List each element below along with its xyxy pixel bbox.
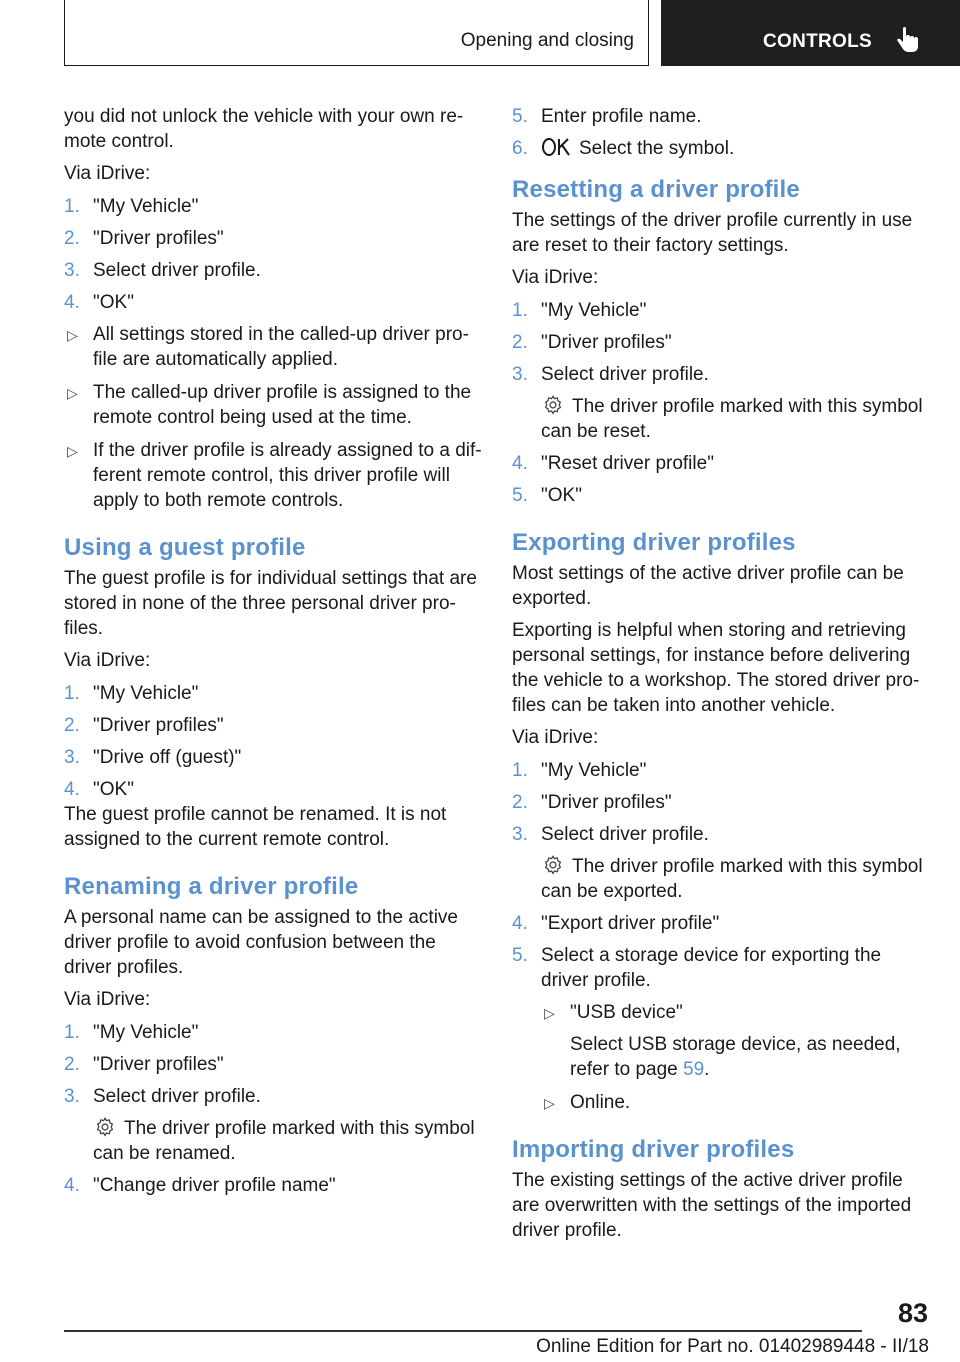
rename-heading: Renaming a driver profile: [64, 873, 359, 900]
step-subtext-text: The driver profile marked with this symbol can be renamed.: [93, 1118, 475, 1164]
option-detail-text: Select USB storage device, as needed, refer to page: [570, 1034, 901, 1080]
reset-text: The settings of the driver profile currently in use are reset to their factory settings.: [512, 210, 913, 256]
step-number: 6.: [512, 138, 528, 159]
step-text: Select driver profile.: [93, 1086, 261, 1107]
list-item: [64, 777, 484, 802]
export-text-2: Exporting is helpful when storing and retrieving personal settings, for instance before delivering the vehicle to a workshop. The stored driver pro-files can be taken into another vehicle.: [512, 620, 920, 716]
step-subtext: [541, 854, 932, 904]
header-section-title: Opening and closing: [460, 30, 634, 51]
step-text: "Driver profiles": [93, 715, 224, 736]
step-number: 3.: [512, 824, 528, 845]
bullet-text: The called-up driver profile is assigned to the remote control being used at the time.: [93, 382, 472, 428]
list-item: [64, 194, 484, 219]
step-number: 1.: [512, 300, 528, 321]
header-section-box: [64, 0, 649, 66]
step-number: 2.: [512, 332, 528, 353]
step-text: Select a storage device for exporting the driver profile.: [541, 945, 882, 991]
intro-via: Via iDrive:: [64, 163, 151, 184]
option-detail: [570, 1032, 932, 1082]
step-text: "My Vehicle": [93, 1022, 199, 1043]
guest-note: The guest profile cannot be renamed. It is not assigned to the current remote control.: [64, 804, 447, 850]
list-item: [64, 745, 484, 770]
option-text: "USB device": [570, 1002, 683, 1023]
list-item: [512, 330, 932, 355]
list-item: [64, 438, 484, 513]
list-item: [512, 136, 932, 161]
list-item: [64, 1084, 484, 1166]
list-item: [512, 451, 932, 476]
rename-text: A personal name can be assigned to the active driver profile to avoid confusion between the driver profiles.: [64, 907, 458, 978]
step-number: 4.: [64, 292, 80, 313]
export-steps: [512, 758, 932, 1115]
step-number: 5.: [512, 485, 528, 506]
step-number: 4.: [512, 913, 528, 934]
step-number: 2.: [512, 792, 528, 813]
list-item: [64, 1173, 484, 1198]
step-text: "OK": [541, 485, 582, 506]
import-heading: Importing driver profiles: [512, 1136, 795, 1163]
list-item: [512, 758, 932, 783]
list-item: [64, 1052, 484, 1077]
step-text: "Export driver profile": [541, 913, 720, 934]
step-text: Select driver profile.: [541, 824, 709, 845]
right-column: [512, 104, 932, 1250]
step-subtext-text: The driver profile marked with this symbol can be reset.: [541, 396, 923, 442]
list-item: [541, 1000, 932, 1082]
list-item: [512, 298, 932, 323]
step-text: Enter profile name.: [541, 106, 702, 127]
step-subtext-text: The driver profile marked with this symbol can be exported.: [541, 856, 923, 902]
step-text: "Driver profiles": [93, 1054, 224, 1075]
bullet-text: If the driver profile is already assigned to a dif-ferent remote control, this driver profile will apply to both remote controls.: [93, 440, 482, 511]
triangle-bullet-icon: ▷: [67, 327, 78, 343]
triangle-bullet-icon: ▷: [544, 1095, 555, 1111]
rename-steps-continued: [512, 104, 932, 161]
step-number: 2.: [64, 1054, 80, 1075]
option-detail-end: .: [704, 1059, 710, 1080]
step-number: 2.: [64, 228, 80, 249]
step-text: "Drive off (guest)": [93, 747, 242, 768]
step-number: 4.: [64, 779, 80, 800]
triangle-bullet-icon: ▷: [544, 1005, 555, 1021]
step-text: Select driver profile.: [541, 364, 709, 385]
step-text: "Change driver profile name": [93, 1175, 336, 1196]
list-item: [512, 822, 932, 904]
ok-symbol-icon: [541, 137, 571, 157]
step-text: "My Vehicle": [541, 300, 647, 321]
step-number: 3.: [64, 260, 80, 281]
list-item: [64, 226, 484, 251]
triangle-bullet-icon: ▷: [67, 443, 78, 459]
list-item: [64, 290, 484, 315]
list-item: [64, 681, 484, 706]
step-text: "Driver profiles": [541, 792, 672, 813]
step-text: "My Vehicle": [93, 196, 199, 217]
step-number: 5.: [512, 106, 528, 127]
list-item: [541, 1090, 932, 1115]
step-number: 1.: [64, 1022, 80, 1043]
intro-text: you did not unlock the vehicle with your own re-mote control.: [64, 106, 464, 152]
step-subtext: [93, 1116, 484, 1166]
guest-via: Via iDrive:: [64, 650, 151, 671]
step-text: "OK": [93, 779, 134, 800]
step-number: 2.: [64, 715, 80, 736]
intro-steps: [64, 194, 484, 315]
reset-steps: [512, 298, 932, 508]
gear-icon: [94, 1116, 116, 1138]
step-text: "Reset driver profile": [541, 453, 714, 474]
step-number: 1.: [64, 196, 80, 217]
page-reference-link[interactable]: 59: [683, 1059, 705, 1080]
guest-steps: [64, 681, 484, 802]
step-text: "My Vehicle": [93, 683, 199, 704]
export-via: Via iDrive:: [512, 727, 599, 748]
intro-bullets: [64, 322, 484, 513]
list-item: [64, 380, 484, 430]
step-text: "Driver profiles": [93, 228, 224, 249]
option-text: Online.: [570, 1092, 631, 1113]
list-item: [64, 1020, 484, 1045]
list-item: [64, 322, 484, 372]
step-number: 4.: [64, 1175, 80, 1196]
import-text: The existing settings of the active driver profile are overwritten with the settings of the imported driver profile.: [512, 1170, 912, 1241]
list-item: [512, 943, 932, 1115]
list-item: [512, 790, 932, 815]
step-text: "OK": [93, 292, 134, 313]
step-number: 4.: [512, 453, 528, 474]
step-number: 1.: [64, 683, 80, 704]
step-text: Select the symbol.: [579, 138, 735, 159]
step-number: 3.: [64, 1086, 80, 1107]
list-item: [64, 258, 484, 283]
list-item: [512, 483, 932, 508]
gear-icon: [542, 854, 564, 876]
bullet-text: All settings stored in the called-up driver pro-file are automatically applied.: [93, 324, 469, 370]
export-heading: Exporting driver profiles: [512, 529, 796, 556]
footer-divider: [64, 1330, 862, 1332]
guest-heading: Using a guest profile: [64, 534, 306, 561]
page-number: 83: [897, 1298, 928, 1328]
step-number: 3.: [64, 747, 80, 768]
list-item: [512, 911, 932, 936]
step-subtext: [541, 394, 932, 444]
left-column: [64, 104, 484, 1205]
touch-hand-icon: [896, 26, 920, 54]
rename-steps: [64, 1020, 484, 1198]
list-item: [512, 104, 932, 129]
gear-icon: [542, 394, 564, 416]
rename-via: Via iDrive:: [64, 989, 151, 1010]
export-text-1: Most settings of the active driver profile can be exported.: [512, 563, 904, 609]
list-item: [512, 362, 932, 444]
step-number: 1.: [512, 760, 528, 781]
footer-edition: Online Edition for Part no. 01402989448 - II/18: [536, 1336, 929, 1357]
triangle-bullet-icon: ▷: [67, 385, 78, 401]
list-item: [64, 713, 484, 738]
step-text: "Driver profiles": [541, 332, 672, 353]
step-number: 5.: [512, 945, 528, 966]
reset-via: Via iDrive:: [512, 267, 599, 288]
header-chapter-box: [661, 0, 960, 66]
export-options: [541, 1000, 932, 1115]
step-number: 3.: [512, 364, 528, 385]
guest-text: The guest profile is for individual settings that are stored in none of the three personal driver pro-files.: [64, 568, 477, 639]
reset-heading: Resetting a driver profile: [512, 176, 800, 203]
step-text: "My Vehicle": [541, 760, 647, 781]
header-chapter-title: CONTROLS: [763, 31, 873, 52]
step-text: Select driver profile.: [93, 260, 261, 281]
